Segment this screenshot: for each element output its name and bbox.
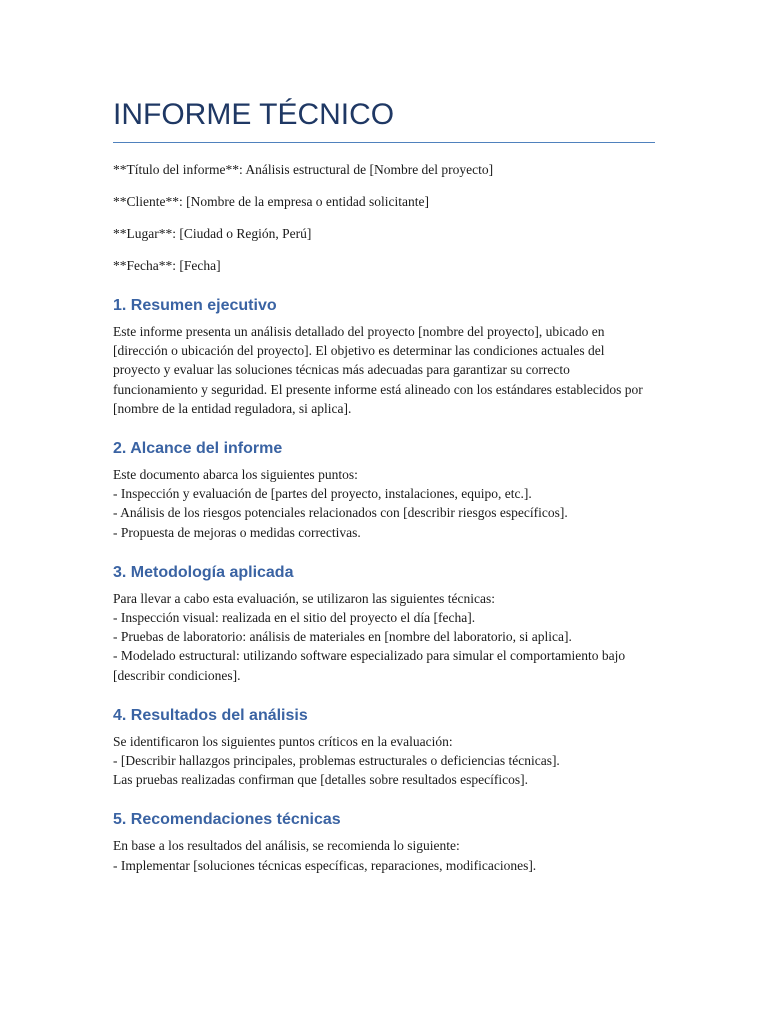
meta-client: **Cliente**: [Nombre de la empresa o entidad solicitante] bbox=[113, 194, 430, 209]
list-item: - [Describir hallazgos principales, problemas estructurales o deficiencias técnicas]. bbox=[113, 753, 560, 769]
section-heading: 4. Resultados del análisis bbox=[113, 706, 308, 724]
section-methodology bbox=[113, 563, 655, 685]
section-paragraph: Las pruebas realizadas confirman que [detalles sobre resultados específicos]. bbox=[113, 772, 528, 788]
section-results bbox=[113, 706, 655, 790]
list-item: - Inspección visual: realizada en el sitio del proyecto el día [fecha]. bbox=[113, 610, 476, 626]
list-item: - Modelado estructural: utilizando software especializado para simular el comportamiento bajo [describir condiciones]. bbox=[113, 648, 626, 683]
list-item: - Propuesta de mejoras o medidas correctivas. bbox=[113, 524, 361, 540]
meta-report-title: **Título del informe**: Análisis estructural de [Nombre del proyecto] bbox=[113, 162, 494, 177]
section-heading: 3. Metodología aplicada bbox=[113, 563, 294, 581]
list-item: - Implementar [soluciones técnicas específicas, reparaciones, modificaciones]. bbox=[113, 857, 537, 873]
section-scope bbox=[113, 439, 655, 542]
section-executive-summary bbox=[113, 296, 655, 418]
list-item: - Inspección y evaluación de [partes del proyecto, instalaciones, equipo, etc.]. bbox=[113, 486, 532, 502]
section-paragraph: Este documento abarca los siguientes puntos: bbox=[113, 467, 358, 483]
section-heading: 1. Resumen ejecutivo bbox=[113, 297, 277, 314]
list-item: - Análisis de los riesgos potenciales relacionados con [describir riesgos específicos]. bbox=[113, 505, 568, 521]
section-heading: 5. Recomendaciones técnicas bbox=[113, 811, 341, 829]
section-paragraph: Se identificaron los siguientes puntos críticos en la evaluación: bbox=[113, 733, 453, 749]
section-recommendations bbox=[113, 810, 655, 874]
document-meta bbox=[113, 160, 655, 275]
section-heading: 2. Alcance del informe bbox=[113, 440, 283, 458]
section-paragraph: Para llevar a cabo esta evaluación, se utilizaron las siguientes técnicas: bbox=[113, 590, 495, 606]
document-body bbox=[113, 96, 655, 875]
meta-location: **Lugar**: [Ciudad o Región, Perú] bbox=[113, 226, 312, 241]
list-item: - Pruebas de laboratorio: análisis de materiales en [nombre del laboratorio, si aplica]. bbox=[113, 629, 572, 645]
document-title: INFORME TÉCNICO bbox=[113, 96, 655, 143]
meta-date: **Fecha**: [Fecha] bbox=[113, 258, 221, 273]
section-paragraph: En base a los resultados del análisis, se recomienda lo siguiente: bbox=[113, 838, 460, 854]
section-paragraph: Este informe presenta un análisis detallado del proyecto [nombre del proyecto], ubicado en [dirección o ubicación del proyecto]. El objetivo es determinar las condiciones actuales del proyecto y evaluar las soluciones técnicas más adecuadas para garantizar su correcto funcionamiento y seguridad. El presente informe está alineado con los estándares establecidos por [nombre de la entidad reguladora, si aplica]. bbox=[113, 324, 643, 416]
